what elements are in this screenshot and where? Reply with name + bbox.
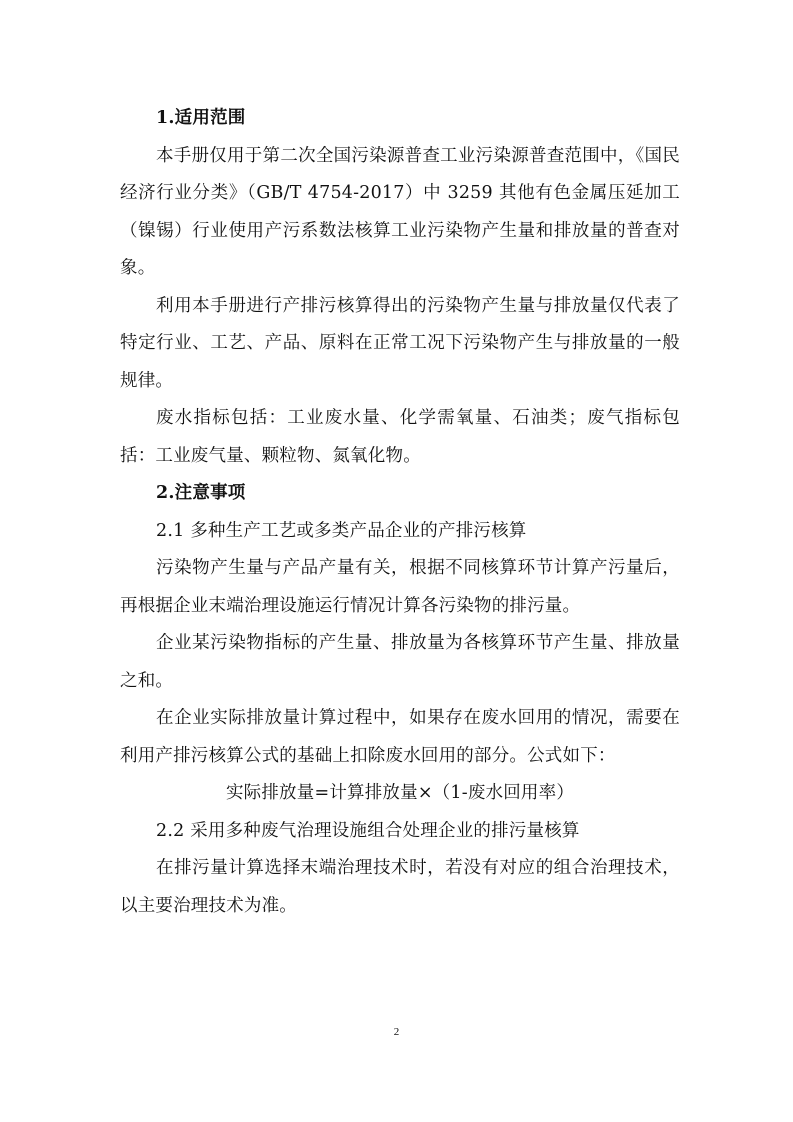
subsection-title-2-2: 2.2 采用多种废气治理设施组合处理企业的排污量核算 <box>156 820 580 841</box>
page-number: 2 <box>393 1026 400 1038</box>
paragraph-scope-1: 本手册仅用于第二次全国污染源普查工业污染源普查范围中，《国民经济行业分类》（GB/T 4754-2017）中 3259 其他有色金属压延加工（镍锡）行业使用产污系数法核算工业污染物产生量和排放量的普查对象。 <box>120 145 680 278</box>
page-body <box>120 100 680 925</box>
section-heading-notes: 2.注意事项 <box>156 483 246 503</box>
paragraph-2-1-2: 企业某污染物指标的产生量、排放量为各核算环节产生量、排放量之和。 <box>120 633 680 691</box>
paragraph-scope-2: 利用本手册进行产排污核算得出的污染物产生量与排放量仅代表了特定行业、工艺、产品、原料在正常工况下污染物产生与排放量的一般规律。 <box>120 295 680 391</box>
formula: 实际排放量=计算排放量×（1-废水回用率） <box>225 783 575 803</box>
paragraph-scope-3: 废水指标包括：工业废水量、化学需氧量、石油类；废气指标包括：工业废气量、颗粒物、氮氧化物。 <box>120 408 680 466</box>
subsection-title-2-1: 2.1 多种生产工艺或多类产品企业的产排污核算 <box>156 520 527 541</box>
section-heading-scope: 1.适用范围 <box>156 108 246 128</box>
paragraph-2-1-1: 污染物产生量与产品产量有关，根据不同核算环节计算产污量后，再根据企业末端治理设施运行情况计算各污染物的排污量。 <box>120 558 680 616</box>
paragraph-2-1-3: 在企业实际排放量计算过程中，如果存在废水回用的情况，需要在利用产排污核算公式的基础上扣除废水回用的部分。公式如下： <box>120 708 680 766</box>
paragraph-2-2-1: 在排污量计算选择末端治理技术时，若没有对应的组合治理技术，以主要治理技术为准。 <box>120 858 680 916</box>
